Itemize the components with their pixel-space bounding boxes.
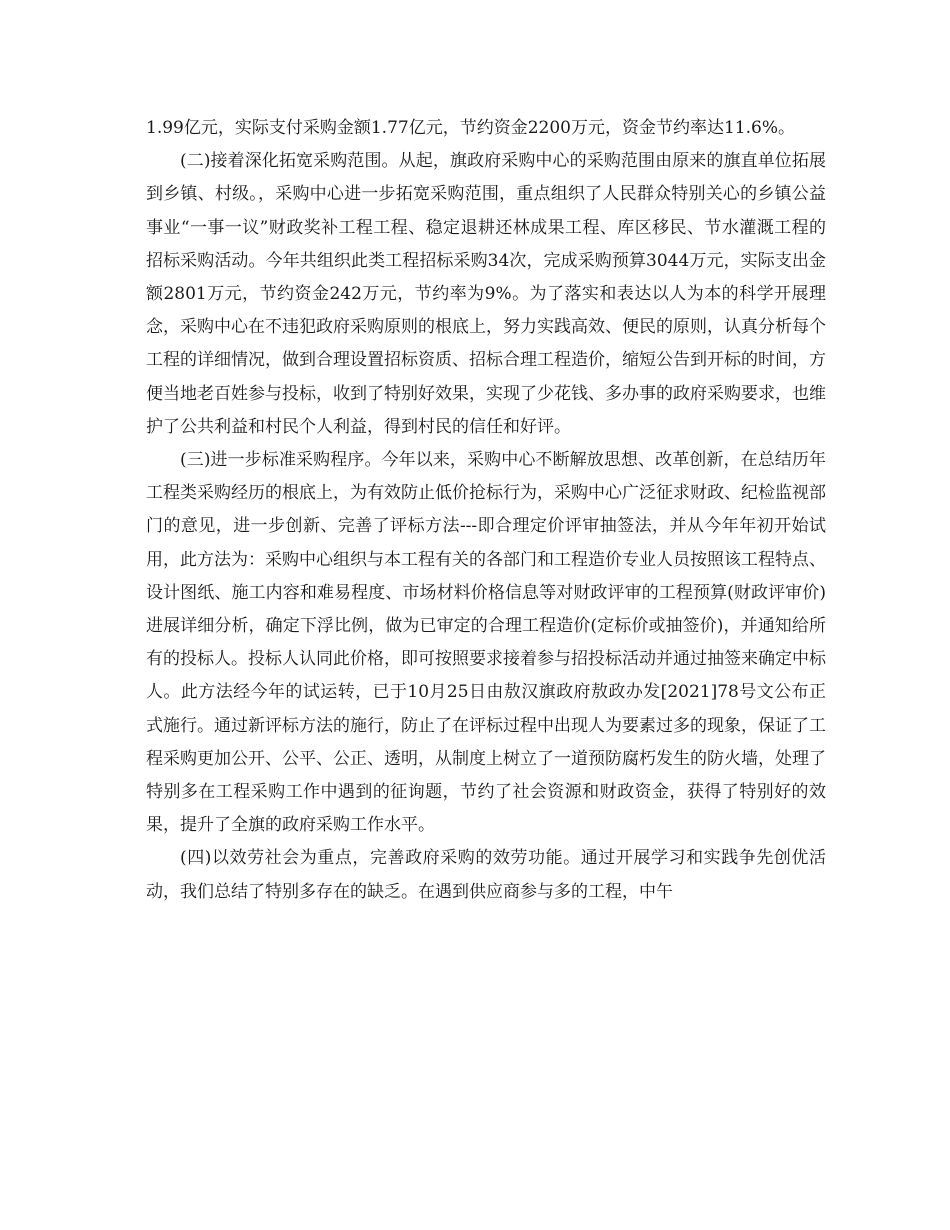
paragraph-section-4: (四)以效劳社会为重点，完善政府采购的效劳功能。通过开展学习和实践争先创优活动，我们总结了特别多存在的缺乏。在遇到供应商参与多的工程，中午 xyxy=(146,848,826,902)
paragraph-continuation: 1.99亿元，实际支付采购金额1.77亿元，节约资金2200万元，资金节约率达11.6%。 xyxy=(146,118,795,138)
paragraph-section-3: (三)进一步标准采购程序。今年以来，采购中心不断解放思想、改革创新，在总结历年工程类采购经历的根底上，为有效防止低价抢标行为，采购中心广泛征求财政、纪检监视部门的意见，进一步创新、完善了评标方法---即合理定价评审抽签法，并从今年年初开始试用，此方法为：采购中心组织与本工程有关的各部门和工程造价专业人员按照该工程特点、设计图纸、施工内容和难易程度、市场材料价格信息等对财政评审的工程预算(财政评审价)进展详细分析，确定下浮比例，做为已审定的合理工程造价(定标价或抽签价)，并通知给所有的投标人。投标人认同此价格，即可按照要求接着参与招投标活动并通过抽签来确定中标人。此方法经今年的试运转，已于10月25日由敖汉旗政府敖政办发[2021]78号文公布正式施行。通过新评标方法的施行，防止了在评标过程中出现人为要素过多的现象，保证了工程采购更加公开、公平、公正、透明，从制度上树立了一道预防腐朽发生的防火墙，处理了特别多在工程采购工作中遇到的征询题，节约了社会资源和财政资金，获得了特别好的效果，提升了全旗的政府采购工作水平。 xyxy=(146,450,826,836)
paragraph-section-2: (二)接着深化拓宽采购范围。从起，旗政府采购中心的采购范围由原来的旗直单位拓展到乡镇、村级。，采购中心进一步拓宽采购范围，重点组织了人民群众特别关心的乡镇公益事业“一事一议”财政奖补工程工程、稳定退耕还林成果工程、库区移民、节水灌溉工程的招标采购活动。今年共组织此类工程招标采购34次，完成采购预算3044万元，实际支出金额2801万元，节约资金242万元，节约率为9%。为了落实和表达以人为本的科学开展理念，采购中心在不违犯政府采购原则的根底上，努力实践高效、便民的原则，认真分析每个工程的详细情况，做到合理设置招标资质、招标合理工程造价，缩短公告到开标的时间，方便当地老百姓参与投标，收到了特别好效果，实现了少花钱、多办事的政府采购要求，也维护了公共利益和村民个人利益，得到村民的信任和好评。 xyxy=(146,151,826,437)
document-body xyxy=(146,112,826,909)
